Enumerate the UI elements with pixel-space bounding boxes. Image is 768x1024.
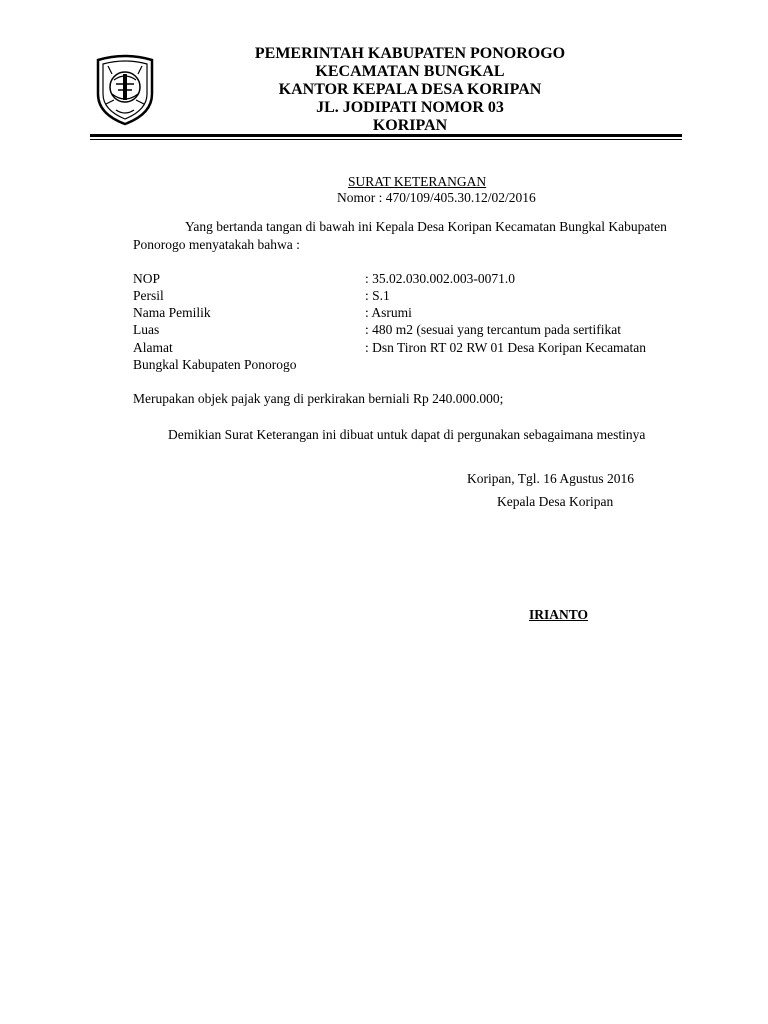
closing-statement: Demikian Surat Keterangan ini dibuat untuk dapat di pergunakan sebagaimana mestinya [168, 427, 646, 442]
field-value: : S.1 [365, 288, 390, 303]
field-value: : Dsn Tiron RT 02 RW 01 Desa Koripan Kecamatan [365, 340, 647, 355]
field-label: NOP [133, 271, 161, 286]
field-label: Nama Pemilik [133, 305, 211, 320]
field-label: Luas [133, 322, 160, 337]
intro-line-2: Ponorogo menyatakah bahwa : [133, 237, 300, 252]
tax-value-statement: Merupakan objek pajak yang di perkirakan berniali Rp 240.000.000; [133, 391, 504, 406]
letterhead-line-3: KANTOR KEPALA DESA KORIPAN [278, 81, 542, 98]
place-date: Koripan, Tgl. 16 Agustus 2016 [467, 471, 635, 486]
signatory-position: Kepala Desa Koripan [497, 494, 614, 509]
letterhead-divider-thick [90, 134, 682, 137]
letterhead-line-4: JL. JODIPATI NOMOR 03 [316, 99, 504, 116]
field-value: : 480 m2 (sesuai yang tercantum pada sertifikat [365, 322, 622, 337]
letter-title: SURAT KETERANGAN [348, 174, 487, 189]
letterhead-line-5: KORIPAN [372, 117, 448, 134]
letterhead-line-1: PEMERINTAH KABUPATEN PONOROGO [254, 45, 566, 62]
signatory-name: IRIANTO [529, 607, 589, 622]
field-label: Alamat [133, 340, 173, 355]
field-value: : Asrumi [365, 305, 412, 320]
letter-number: Nomor : 470/109/405.30.12/02/2016 [337, 190, 536, 205]
intro-line-1: Yang bertanda tangan di bawah ini Kepala Desa Koripan Kecamatan Bungkal Kabupaten [185, 219, 667, 234]
field-value: : 35.02.030.002.003-0071.0 [365, 271, 515, 286]
address-continuation: Bungkal Kabupaten Ponorogo [133, 357, 297, 372]
field-label: Persil [133, 288, 164, 303]
letterhead-divider-thin [90, 139, 682, 140]
letterhead-line-2: KECAMATAN BUNGKAL [315, 63, 505, 80]
